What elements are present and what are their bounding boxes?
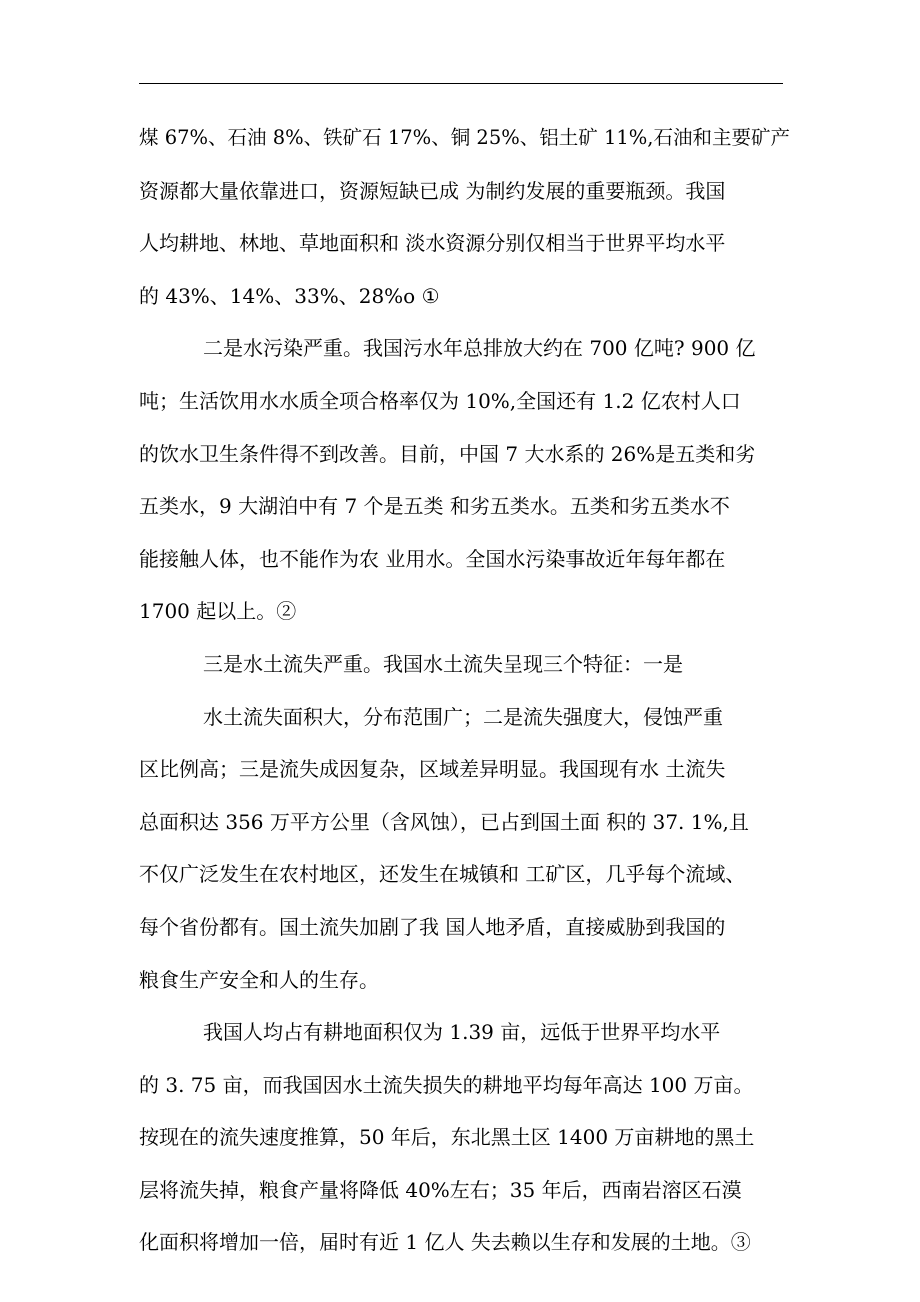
text-line: 人均耕地、林地、草地面积和 淡水资源分别仅相当于世界平均水平: [139, 231, 726, 256]
text-line: 的 3. 75 亩，而我国因水土流失损失的耕地平均每年高达 100 万亩。: [139, 1072, 754, 1097]
body-text: [139, 112, 799, 1269]
paragraph-first-line: 二是水污染严重。我国污水年总排放大约在 700 亿吨? 900 亿: [203, 336, 756, 361]
text-line: 能接触人体，也不能作为农 业用水。全国水污染事故近年每年都在: [139, 546, 726, 571]
text-line: 的 43%、14%、33%、28%o ①: [139, 283, 440, 308]
text-line: 的饮水卫生条件得不到改善。目前，中国 7 大水系的 26%是五类和劣: [139, 441, 756, 466]
text-line: 化面积将增加一倍，届时有近 1 亿人 失去赖以生存和发展的土地。③: [139, 1230, 751, 1255]
paragraph-first-line: 我国人均占有耕地面积仅为 1.39 亩，远低于世界平均水平: [203, 1020, 721, 1045]
text-line: 区比例高；三是流失成因复杂，区域差异明显。我国现有水 土流失: [139, 757, 726, 782]
text-line: 粮食生产安全和人的生存。: [139, 967, 379, 992]
text-line: 煤 67%、石油 8%、铁矿石 17%、铜 25%、铝土矿 11%,石油和主要矿产: [139, 126, 790, 149]
header-rule: [139, 83, 783, 84]
text-line: 按现在的流失速度推算，50 年后，东北黑土区 1400 万亩耕地的黑土: [139, 1125, 755, 1150]
text-line: 1700 起以上。②: [139, 599, 297, 624]
paragraph-first-line: 水土流失面积大，分布范围广；二是流失强度大，侵蚀严重: [203, 704, 723, 729]
paragraph-first-line: 三是水土流失严重。我国水土流失呈现三个特征：一是: [203, 651, 683, 676]
text-line: 吨；生活饮用水水质全项合格率仅为 10%,全国还有 1.2 亿农村人口: [139, 388, 741, 413]
text-line: 层将流失掉，粮食产量将降低 40%左右；35 年后，西南岩溶区石漠: [139, 1177, 742, 1202]
text-line: 总面积达 356 万平方公里（含风蚀），已占到国土面 积的 37. 1%,且: [139, 809, 749, 834]
text-line: 资源都大量依靠进口，资源短缺已成 为制约发展的重要瓶颈。我国: [139, 178, 726, 203]
text-line: 五类水，9 大湖泊中有 7 个是五类 和劣五类水。五类和劣五类水不: [139, 494, 730, 519]
text-line: 不仅广泛发生在农村地区，还发生在城镇和 工矿区，几乎每个流域、: [139, 862, 746, 887]
text-line: 每个省份都有。国土流失加剧了我 国人地矛盾，直接威胁到我国的: [139, 914, 726, 939]
